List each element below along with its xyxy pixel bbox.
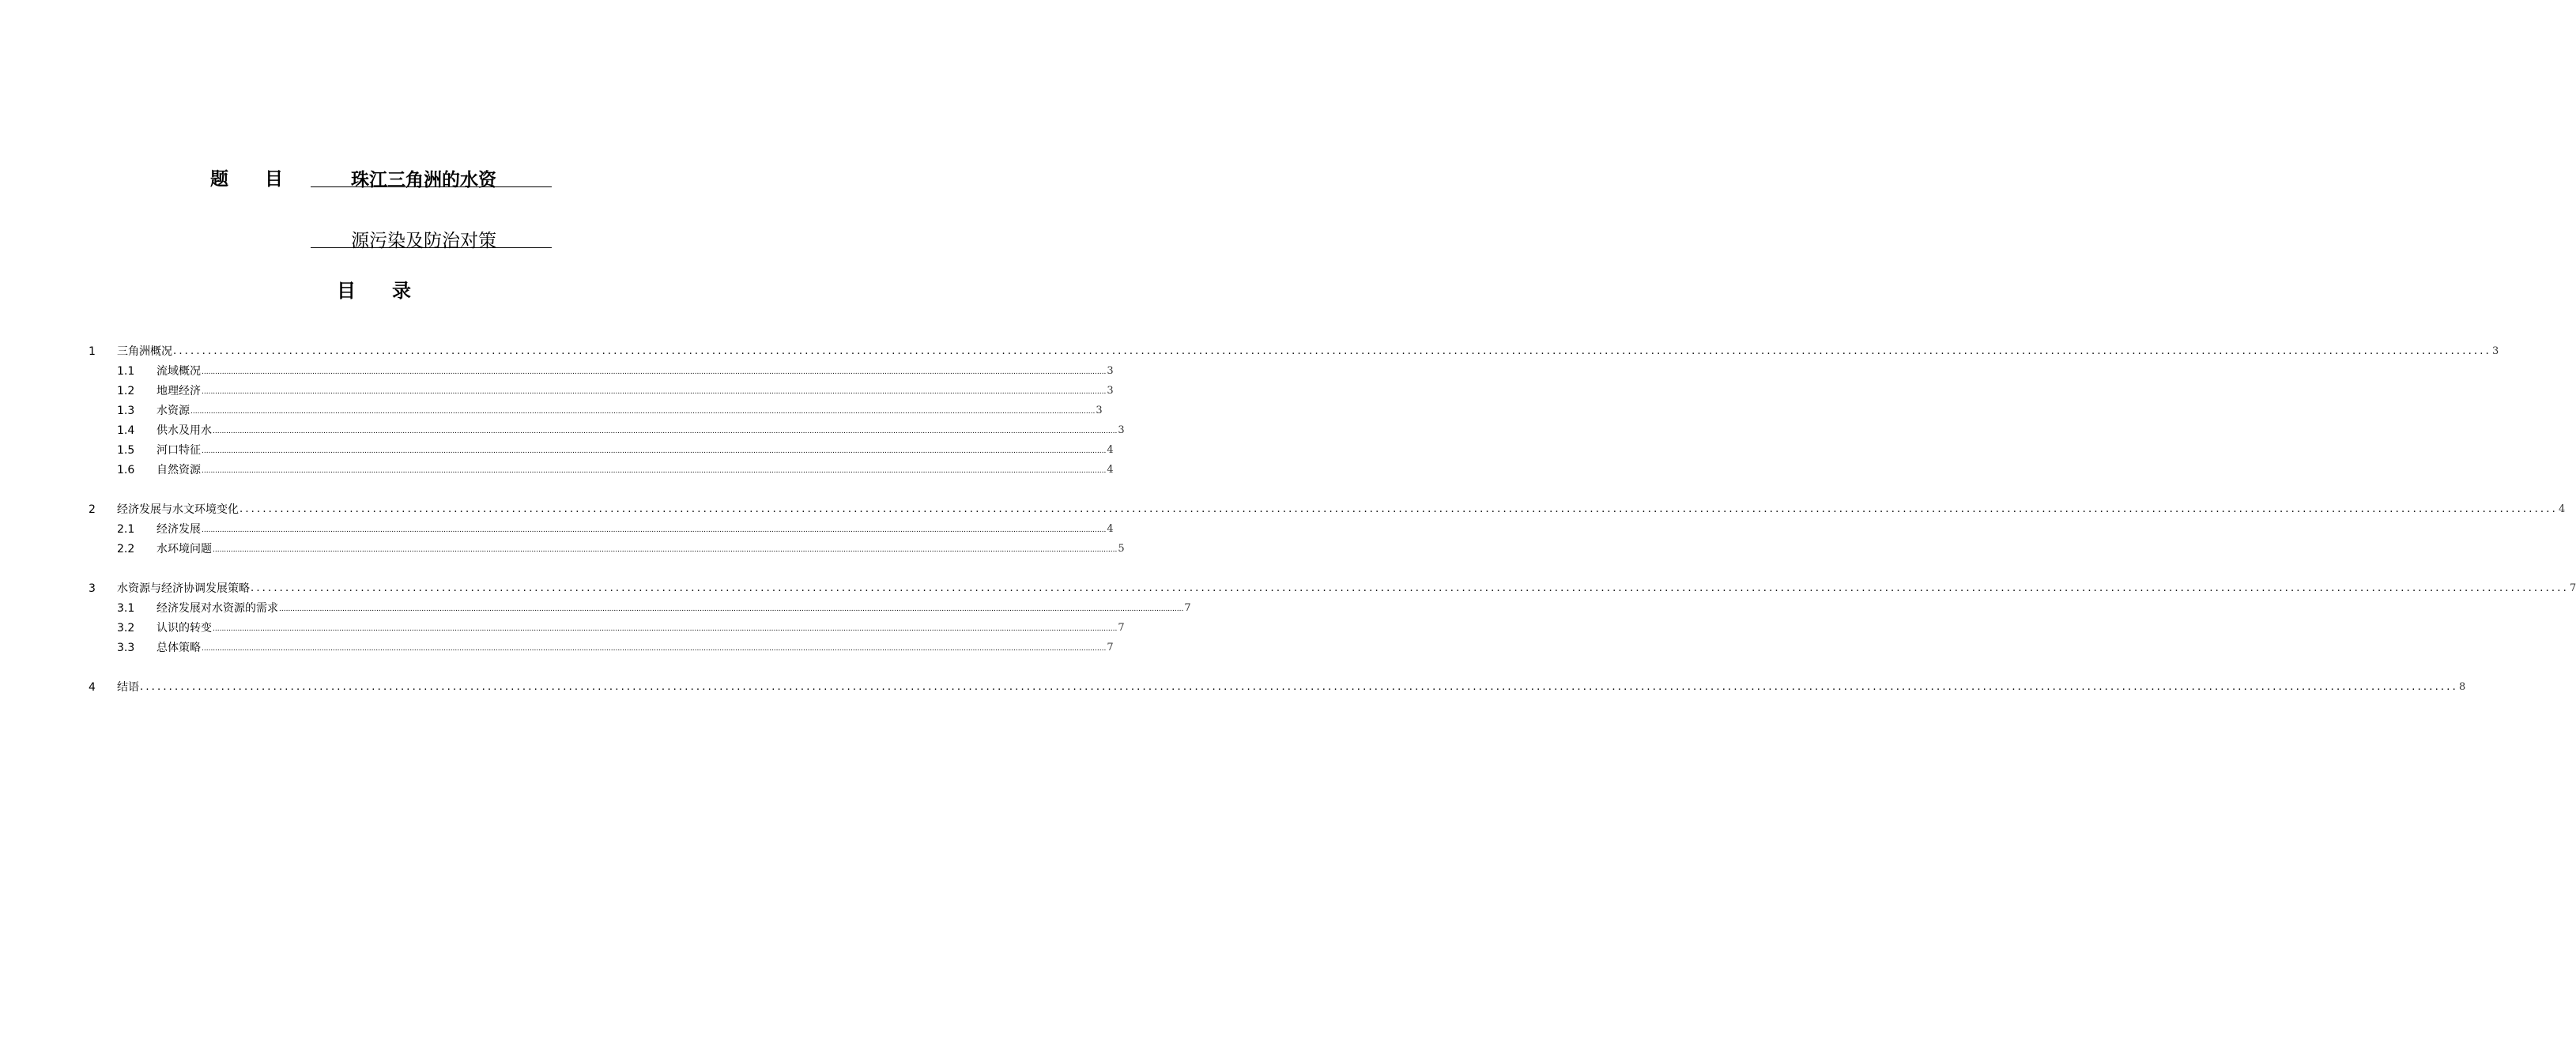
toc-leader-dots: ................................................................................................................................................................................................................................................................................................................................................................................................................	[202, 447, 1107, 455]
toc-leader-dots: ................................................................................................................................................................................................................................................................................................................................................................................................................	[173, 345, 2491, 357]
title-text-2: 源污染及防治对策	[351, 231, 496, 251]
toc-page-number: 7	[2569, 582, 2576, 594]
toc-section-row[interactable]	[117, 462, 1114, 478]
toc-leader-dots: ................................................................................................................................................................................................................................................................................................................................................................................................................	[202, 526, 1107, 534]
toc-section-row[interactable]	[117, 423, 1125, 439]
toc-label: 结语	[117, 681, 139, 694]
toc-page-number: 4	[1107, 464, 1114, 476]
toc-label: 三角洲概况	[117, 345, 172, 358]
toc-heading: 目录	[337, 280, 447, 302]
toc-page-number: 4	[1107, 523, 1114, 535]
toc-number: 1.1	[117, 365, 135, 378]
toc-chapter-row[interactable]	[89, 680, 2466, 695]
toc-section-row[interactable]	[117, 620, 1125, 636]
toc-number: 3	[89, 582, 96, 595]
title-text-1: 珠江三角洲的水资	[351, 170, 496, 190]
toc-label: 经济发展对水资源的需求	[157, 602, 278, 615]
toc-number: 4	[89, 681, 96, 694]
toc-number: 1.3	[117, 405, 135, 417]
toc-leader-dots: ................................................................................................................................................................................................................................................................................................................................................................................................................	[251, 582, 2569, 594]
toc-number: 1.5	[117, 444, 135, 457]
toc-chapter-row[interactable]	[89, 344, 2499, 360]
toc-page-number: 7	[1107, 642, 1114, 653]
toc-label: 流域概况	[157, 365, 201, 378]
toc-leader-dots: ................................................................................................................................................................................................................................................................................................................................................................................................................	[213, 625, 1118, 633]
toc-chapter-row[interactable]	[89, 502, 2566, 518]
toc-page-number: 3	[1107, 365, 1114, 377]
toc-number: 1.4	[117, 424, 135, 437]
toc-number: 2	[89, 503, 96, 516]
toc-page-number: 4	[2558, 503, 2566, 515]
toc-leader-dots: ................................................................................................................................................................................................................................................................................................................................................................................................................	[190, 408, 1096, 416]
toc-page-number: 3	[1096, 405, 1103, 416]
toc-section-row[interactable]	[117, 363, 1114, 379]
toc-section-row[interactable]	[117, 541, 1125, 557]
toc-section-row[interactable]	[117, 522, 1114, 537]
toc-number: 1.2	[117, 385, 135, 397]
toc-section-row[interactable]	[117, 640, 1114, 656]
title-line-2	[311, 223, 552, 251]
toc-label: 供水及用水	[157, 424, 212, 437]
toc-label: 经济发展	[157, 523, 201, 536]
toc-label: 水资源	[157, 405, 190, 417]
toc-label: 认识的转变	[157, 622, 212, 635]
toc-page-number: 5	[1118, 543, 1125, 555]
toc-label: 经济发展与水文环境变化	[117, 503, 239, 516]
toc-leader-dots: ................................................................................................................................................................................................................................................................................................................................................................................................................	[202, 645, 1107, 653]
toc-leader-dots: ................................................................................................................................................................................................................................................................................................................................................................................................................	[202, 467, 1107, 475]
toc-label: 水环境问题	[157, 543, 212, 555]
title-label: 题 目	[210, 169, 283, 190]
toc-page-number: 4	[1107, 444, 1114, 456]
toc-number: 1.6	[117, 464, 135, 476]
toc-section-row[interactable]	[117, 601, 1191, 616]
toc-chapter-row[interactable]	[89, 581, 2576, 597]
toc-number: 2.2	[117, 543, 135, 555]
toc-page-number: 3	[1107, 385, 1114, 397]
toc-number: 1	[89, 345, 96, 358]
toc-label: 总体策略	[157, 642, 201, 654]
toc-label: 自然资源	[157, 464, 201, 476]
toc-page-number: 7	[1118, 622, 1125, 634]
toc-leader-dots: ................................................................................................................................................................................................................................................................................................................................................................................................................	[239, 503, 2558, 515]
toc-label: 地理经济	[157, 385, 201, 397]
toc-number: 3.1	[117, 602, 135, 615]
toc-page-number: 7	[1184, 602, 1191, 614]
toc-leader-dots: ................................................................................................................................................................................................................................................................................................................................................................................................................	[213, 546, 1118, 554]
toc-number: 3.2	[117, 622, 135, 635]
toc-page-number: 3	[2491, 345, 2499, 357]
toc-page-number: 8	[2458, 681, 2466, 693]
toc-label: 河口特征	[157, 444, 201, 457]
toc-leader-dots: ................................................................................................................................................................................................................................................................................................................................................................................................................	[202, 368, 1107, 376]
title-line-1	[311, 162, 552, 190]
toc-leader-dots: ................................................................................................................................................................................................................................................................................................................................................................................................................	[202, 388, 1107, 396]
toc-leader-dots: ................................................................................................................................................................................................................................................................................................................................................................................................................	[140, 681, 2458, 693]
toc-section-row[interactable]	[117, 403, 1103, 419]
toc-number: 3.3	[117, 642, 135, 654]
toc-section-row[interactable]	[117, 442, 1114, 458]
toc-page-number: 3	[1118, 424, 1125, 436]
toc-label: 水资源与经济协调发展策略	[117, 582, 250, 595]
toc-section-row[interactable]	[117, 383, 1114, 399]
toc-leader-dots: ................................................................................................................................................................................................................................................................................................................................................................................................................	[213, 427, 1118, 435]
toc-number: 2.1	[117, 523, 135, 536]
toc-leader-dots: ................................................................................................................................................................................................................................................................................................................................................................................................................	[279, 605, 1184, 613]
